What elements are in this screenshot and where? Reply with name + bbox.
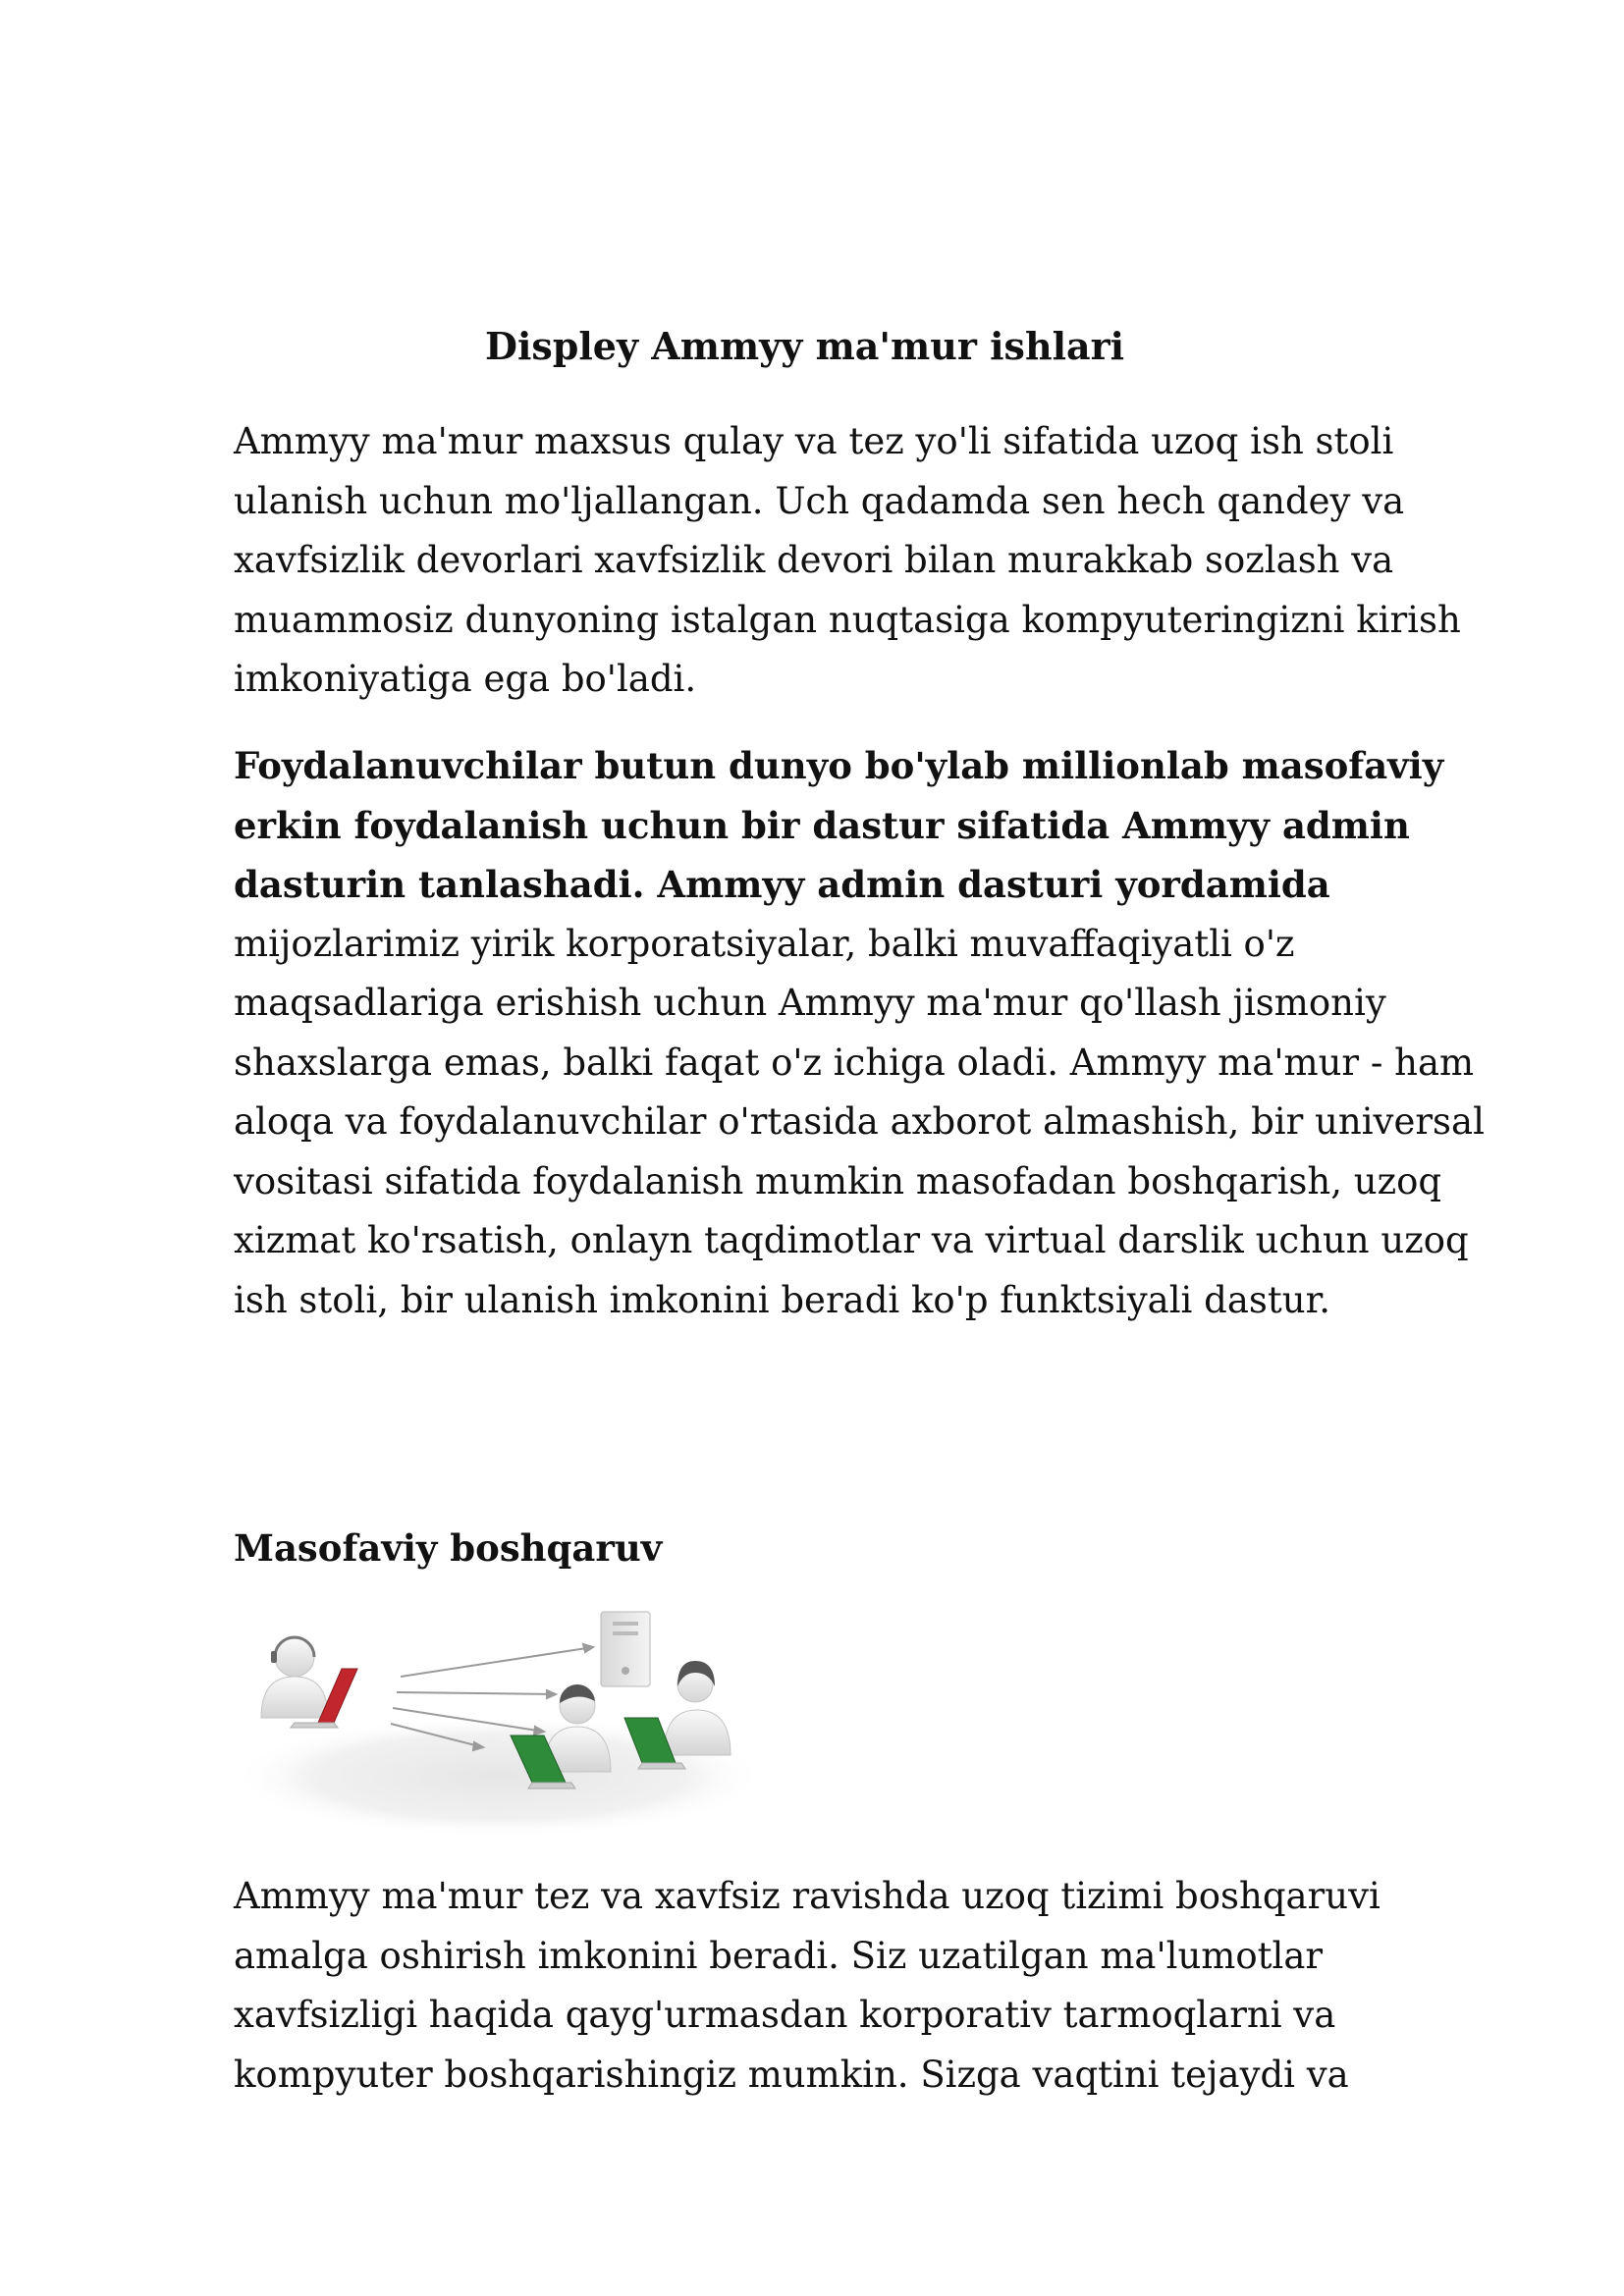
paragraph-line: amalga oshirish imkonini beradi. Siz uzatilgan ma'lumotlar [234,1934,1324,1977]
remote-control-paragraph [234,1867,1510,2105]
paragraph-line: muammosiz dunyoning istalgan nuqtasiga kompyuteringizni kirish [234,598,1461,641]
paragraph-line: imkoniyatiga ega bo'ladi. [234,658,697,700]
paragraph-line: aloqa va foydalanuvchilar o'rtasida axborot almashish, bir universal [234,1100,1485,1143]
paragraph-line: ulanish uchun mo'ljallangan. Uch qadamda sen hech qandey va [234,479,1405,522]
paragraph-line: mijozlarimiz yirik korporatsiyalar, balki muvaffaqiyatli o'z [234,922,1295,965]
users-paragraph [234,736,1510,1330]
paragraph-line: Ammyy ma'mur maxsus qulay va tez yo'li sifatida uzoq ish stoli [234,420,1394,462]
paragraph-line: kompyuter boshqarishingiz mumkin. Sizga vaqtini tejaydi va [234,2053,1349,2096]
paragraph-line-bold: erkin foydalanish uchun bir dastur sifatida Ammyy admin [234,803,1410,847]
paragraph-line: Ammyy ma'mur tez va xavfsiz ravishda uzoq tizimi boshqaruvi [234,1875,1380,1917]
server-tower [601,1612,650,1686]
remote-control-icon [232,1610,767,1841]
page-title: Displey Ammyy ma'mur ishlari [485,324,1125,368]
paragraph-line: vositasi sifatida foydalanish mumkin masofadan boshqarish, uzoq [234,1159,1442,1202]
paragraph-line: ish stoli, bir ulanish imkonini beradi ko'p funktsiyali dastur. [234,1278,1330,1321]
paragraph-line-bold: Foydalanuvchilar butun dunyo bo'ylab millionlab masofaviy [234,744,1444,787]
intro-paragraph [234,412,1510,710]
paragraph-line: xavfsizligi haqida qayg'urmasdan korporativ tarmoqlarni va [234,1994,1336,2036]
support-user [261,1637,357,1728]
paragraph-line: maqsadlariga erishish uchun Ammyy ma'mur qo'llash jismoniy [234,982,1386,1024]
paragraph-line-bold: dasturin tanlashadi. Ammyy admin dasturi yordamida [234,863,1330,906]
paragraph-line: xizmat ko'rsatish, onlayn taqdimotlar va virtual darslik uchun uzoq [234,1219,1469,1261]
paragraph-line: shaxslarga emas, balki faqat o'z ichiga oladi. Ammyy ma'mur - ham [234,1041,1475,1084]
section-heading: Masofaviy boshqaruv [234,1526,663,1570]
remote-control-illustration [232,1610,767,1841]
paragraph-line: xavfsizlik devorlari xavfsizlik devori bilan murakkab sozlash va [234,539,1394,581]
